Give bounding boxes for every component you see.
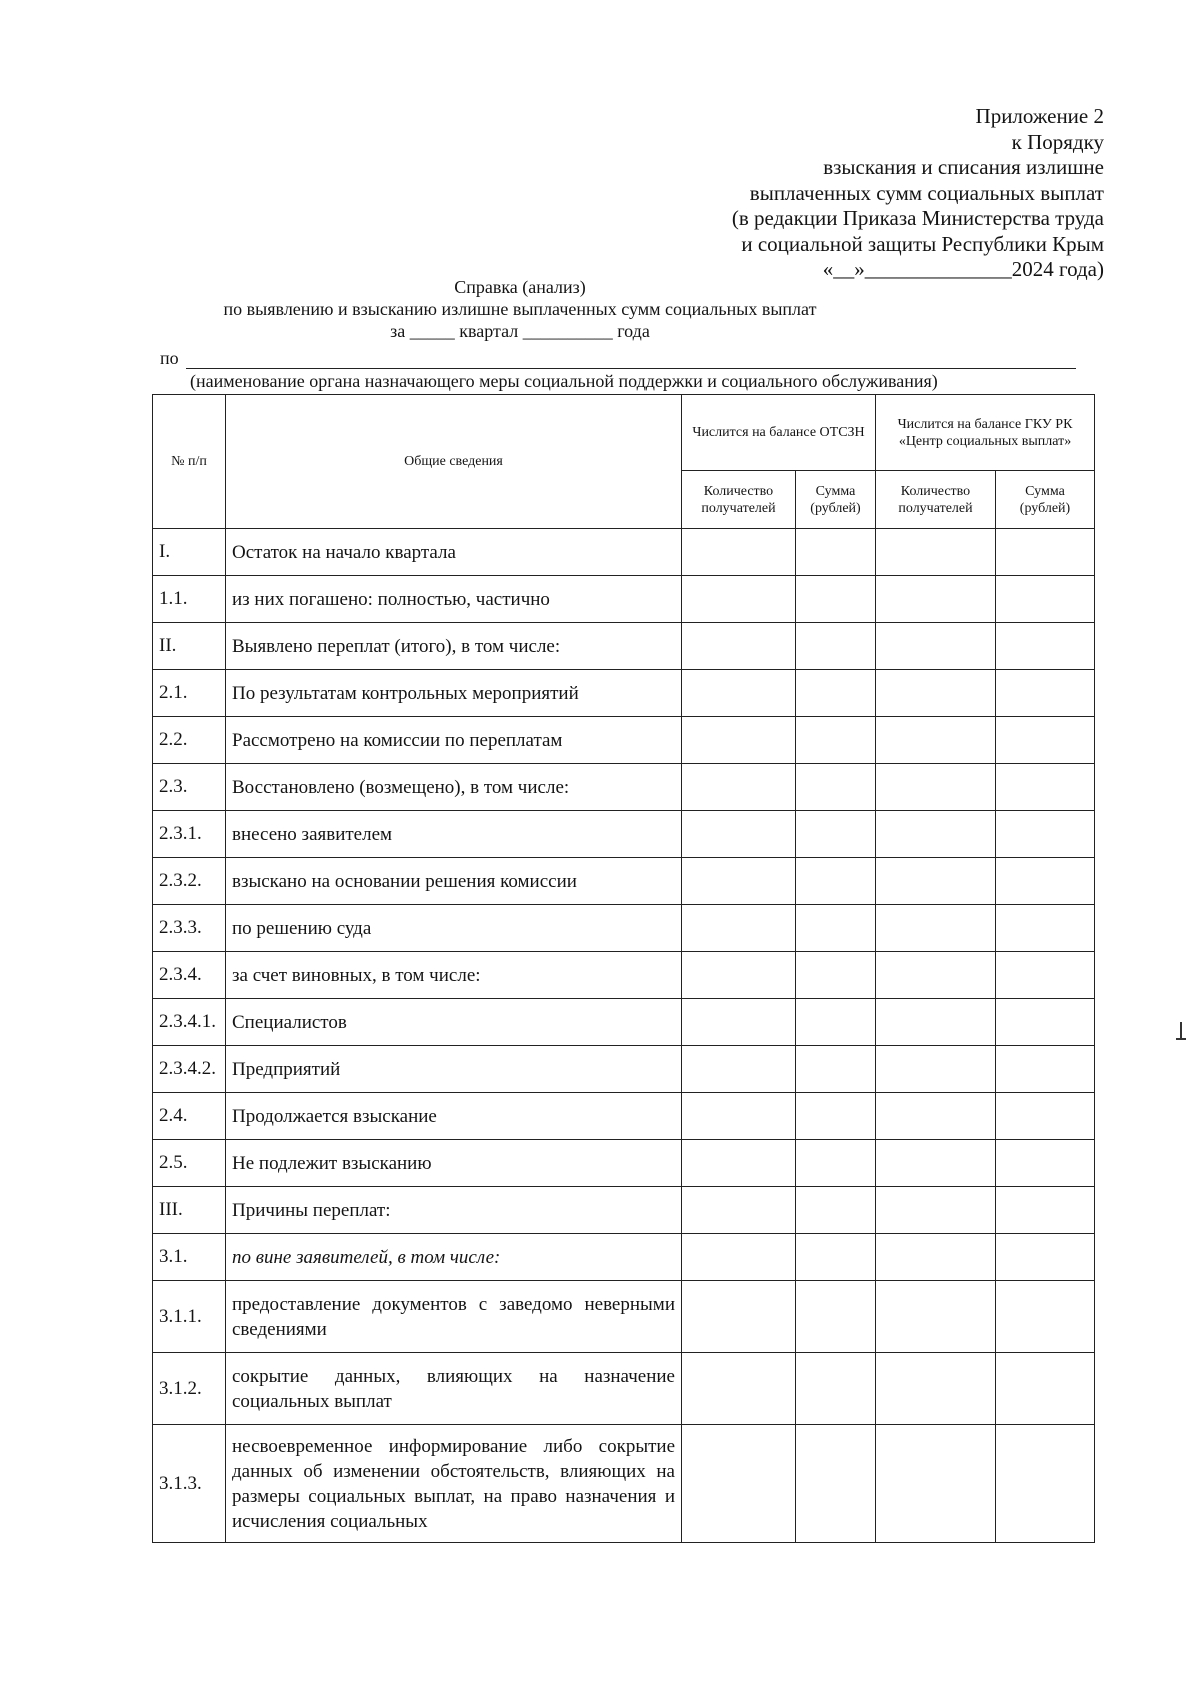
row-text: Предприятий bbox=[226, 1046, 682, 1093]
row-text: Специалистов bbox=[226, 999, 682, 1046]
cell-otszn-count[interactable] bbox=[682, 1425, 796, 1543]
row-num: 2.3.4. bbox=[153, 952, 226, 999]
cell-gku-count[interactable] bbox=[876, 1353, 996, 1425]
cell-otszn-count[interactable] bbox=[682, 1140, 796, 1187]
cell-gku-sum[interactable] bbox=[996, 811, 1095, 858]
cell-otszn-count[interactable] bbox=[682, 529, 796, 576]
cell-otszn-sum[interactable] bbox=[796, 764, 876, 811]
table-row bbox=[153, 811, 1095, 858]
row-text: внесено заявителем bbox=[226, 811, 682, 858]
cell-otszn-count[interactable] bbox=[682, 623, 796, 670]
cell-gku-sum[interactable] bbox=[996, 670, 1095, 717]
cell-gku-sum[interactable] bbox=[996, 1093, 1095, 1140]
cell-gku-count[interactable] bbox=[876, 1140, 996, 1187]
row-num: I. bbox=[153, 529, 226, 576]
row-text: Выявлено переплат (итого), в том числе: bbox=[226, 623, 682, 670]
cell-gku-count[interactable] bbox=[876, 1281, 996, 1353]
row-text: Восстановлено (возмещено), в том числе: bbox=[226, 764, 682, 811]
header-gku: Числится на балансе ГКУ РК «Центр социальных выплат» bbox=[876, 395, 1095, 471]
header-otszn: Числится на балансе ОТСЗН bbox=[682, 395, 876, 471]
cell-otszn-sum[interactable] bbox=[796, 905, 876, 952]
row-text: По результатам контрольных мероприятий bbox=[226, 670, 682, 717]
margin-mark bbox=[1176, 1038, 1186, 1040]
cell-otszn-sum[interactable] bbox=[796, 670, 876, 717]
cell-otszn-count[interactable] bbox=[682, 1093, 796, 1140]
table-row bbox=[153, 1353, 1095, 1425]
cell-otszn-sum[interactable] bbox=[796, 811, 876, 858]
title-line: Справка (анализ) bbox=[454, 277, 586, 297]
cell-otszn-sum[interactable] bbox=[796, 717, 876, 764]
cell-otszn-sum[interactable] bbox=[796, 1281, 876, 1353]
row-num: 3.1.1. bbox=[153, 1281, 226, 1353]
cell-otszn-count[interactable] bbox=[682, 952, 796, 999]
cell-otszn-sum[interactable] bbox=[796, 1425, 876, 1543]
row-num: 2.2. bbox=[153, 717, 226, 764]
cell-gku-count[interactable] bbox=[876, 905, 996, 952]
row-num: 2.3.1. bbox=[153, 811, 226, 858]
org-caption: (наименование органа назначающего меры социальной поддержки и социального обслуживания) bbox=[190, 371, 938, 391]
cell-otszn-sum[interactable] bbox=[796, 576, 876, 623]
cell-gku-count[interactable] bbox=[876, 858, 996, 905]
row-num: 2.1. bbox=[153, 670, 226, 717]
cell-otszn-count[interactable] bbox=[682, 1281, 796, 1353]
cell-gku-count[interactable] bbox=[876, 670, 996, 717]
row-num: III. bbox=[153, 1187, 226, 1234]
cell-gku-sum[interactable] bbox=[996, 623, 1095, 670]
cell-gku-count[interactable] bbox=[876, 999, 996, 1046]
cell-otszn-sum[interactable] bbox=[796, 1353, 876, 1425]
cell-gku-sum[interactable] bbox=[996, 952, 1095, 999]
row-text: Не подлежит взысканию bbox=[226, 1140, 682, 1187]
cell-otszn-count[interactable] bbox=[682, 999, 796, 1046]
annex-line: «__»______________2024 года) bbox=[822, 257, 1104, 281]
header-count: Количество получателей bbox=[876, 471, 996, 529]
cell-gku-sum[interactable] bbox=[996, 905, 1095, 952]
table-row bbox=[153, 576, 1095, 623]
row-num: 3.1. bbox=[153, 1234, 226, 1281]
cell-gku-count[interactable] bbox=[876, 811, 996, 858]
cell-otszn-sum[interactable] bbox=[796, 952, 876, 999]
cell-gku-sum[interactable] bbox=[996, 858, 1095, 905]
table-row bbox=[153, 952, 1095, 999]
row-text: Рассмотрено на комиссии по переплатам bbox=[226, 717, 682, 764]
row-num: 3.1.2. bbox=[153, 1353, 226, 1425]
row-num: 2.3. bbox=[153, 764, 226, 811]
table-row bbox=[153, 623, 1095, 670]
cell-gku-count[interactable] bbox=[876, 576, 996, 623]
row-text: по вине заявителей, в том числе: bbox=[226, 1234, 682, 1281]
row-text: предоставление документов с заведомо неверными сведениями bbox=[226, 1281, 682, 1353]
table-row bbox=[153, 1046, 1095, 1093]
row-text: Причины переплат: bbox=[226, 1187, 682, 1234]
cell-gku-count[interactable] bbox=[876, 1234, 996, 1281]
annex-header bbox=[732, 104, 1104, 283]
row-text: Продолжается взыскание bbox=[226, 1093, 682, 1140]
header-count: Количество получателей bbox=[682, 471, 796, 529]
title-line: за _____ квартал __________ года bbox=[390, 321, 650, 341]
cell-gku-count[interactable] bbox=[876, 952, 996, 999]
row-text: за счет виновных, в том числе: bbox=[226, 952, 682, 999]
cell-otszn-sum[interactable] bbox=[796, 1093, 876, 1140]
document-title bbox=[150, 276, 890, 342]
row-num: 2.4. bbox=[153, 1093, 226, 1140]
cell-gku-sum[interactable] bbox=[996, 1234, 1095, 1281]
cell-gku-sum[interactable] bbox=[996, 764, 1095, 811]
annex-line: (в редакции Приказа Министерства труда bbox=[731, 206, 1104, 230]
table-row bbox=[153, 670, 1095, 717]
annex-line: выплаченных сумм социальных выплат bbox=[749, 180, 1104, 205]
row-num: 1.1. bbox=[153, 576, 226, 623]
cell-otszn-count[interactable] bbox=[682, 811, 796, 858]
cell-gku-count[interactable] bbox=[876, 1187, 996, 1234]
table-row bbox=[153, 764, 1095, 811]
table-row bbox=[153, 1234, 1095, 1281]
header-sum: Сумма (рублей) bbox=[996, 471, 1095, 529]
cell-otszn-sum[interactable] bbox=[796, 1234, 876, 1281]
cell-gku-count[interactable] bbox=[876, 1046, 996, 1093]
annex-line: Приложение 2 bbox=[975, 104, 1104, 128]
report-table bbox=[152, 394, 1095, 1543]
cell-otszn-sum[interactable] bbox=[796, 999, 876, 1046]
cell-otszn-count[interactable] bbox=[682, 764, 796, 811]
org-prefix: по bbox=[160, 348, 179, 368]
table-row bbox=[153, 858, 1095, 905]
table-row bbox=[153, 1140, 1095, 1187]
table-row bbox=[153, 1093, 1095, 1140]
row-text: по решению суда bbox=[226, 905, 682, 952]
row-num: 2.3.2. bbox=[153, 858, 226, 905]
row-num: 2.3.4.2. bbox=[153, 1046, 226, 1093]
cell-gku-count[interactable] bbox=[876, 717, 996, 764]
cell-gku-sum[interactable] bbox=[996, 717, 1095, 764]
cell-gku-sum[interactable] bbox=[996, 576, 1095, 623]
cell-gku-count[interactable] bbox=[876, 529, 996, 576]
annex-line: взыскания и списания излишне bbox=[823, 155, 1104, 179]
row-num: 2.3.3. bbox=[153, 905, 226, 952]
org-name-field[interactable] bbox=[186, 368, 1076, 369]
table-row bbox=[153, 529, 1095, 576]
table-row bbox=[153, 1187, 1095, 1234]
table-row bbox=[153, 905, 1095, 952]
row-text: взыскано на основании решения комиссии bbox=[226, 858, 682, 905]
row-text: сокрытие данных, влияющих на назначение социальных выплат bbox=[226, 1353, 682, 1425]
table-row bbox=[153, 717, 1095, 764]
cell-otszn-count[interactable] bbox=[682, 905, 796, 952]
cell-gku-count[interactable] bbox=[876, 1425, 996, 1543]
cell-otszn-sum[interactable] bbox=[796, 529, 876, 576]
cell-otszn-count[interactable] bbox=[682, 670, 796, 717]
cell-otszn-count[interactable] bbox=[682, 576, 796, 623]
cell-otszn-count[interactable] bbox=[682, 858, 796, 905]
cell-otszn-count[interactable] bbox=[682, 1353, 796, 1425]
row-text: несвоевременное информирование либо сокрытие данных об изменении обстоятельств, влияющих на размеры социальных выплат, на право назначения и исчисления социальных bbox=[226, 1425, 682, 1543]
table-row bbox=[153, 1281, 1095, 1353]
table-row bbox=[153, 999, 1095, 1046]
cell-gku-sum[interactable] bbox=[996, 999, 1095, 1046]
cell-gku-sum[interactable] bbox=[996, 1187, 1095, 1234]
table-row bbox=[153, 1425, 1095, 1543]
cell-otszn-sum[interactable] bbox=[796, 1140, 876, 1187]
cell-otszn-sum[interactable] bbox=[796, 858, 876, 905]
cell-otszn-count[interactable] bbox=[682, 1046, 796, 1093]
cell-otszn-count[interactable] bbox=[682, 1234, 796, 1281]
cell-otszn-count[interactable] bbox=[682, 1187, 796, 1234]
row-num: 3.1.3. bbox=[153, 1425, 226, 1543]
cell-gku-sum[interactable] bbox=[996, 529, 1095, 576]
cell-gku-count[interactable] bbox=[876, 1093, 996, 1140]
row-text: из них погашено: полностью, частично bbox=[226, 576, 682, 623]
cell-gku-count[interactable] bbox=[876, 623, 996, 670]
cell-otszn-sum[interactable] bbox=[796, 1046, 876, 1093]
header-general: Общие сведения bbox=[226, 395, 682, 529]
cell-gku-sum[interactable] bbox=[996, 1046, 1095, 1093]
row-num: 2.5. bbox=[153, 1140, 226, 1187]
annex-line: к Порядку bbox=[1011, 129, 1104, 154]
cell-gku-sum[interactable] bbox=[996, 1425, 1095, 1543]
cell-otszn-sum[interactable] bbox=[796, 623, 876, 670]
cell-otszn-sum[interactable] bbox=[796, 1187, 876, 1234]
cell-gku-sum[interactable] bbox=[996, 1353, 1095, 1425]
header-num: № п/п bbox=[153, 395, 226, 529]
header-sum: Сумма (рублей) bbox=[796, 471, 876, 529]
cell-gku-sum[interactable] bbox=[996, 1140, 1095, 1187]
cell-gku-count[interactable] bbox=[876, 764, 996, 811]
row-text: Остаток на начало квартала bbox=[226, 529, 682, 576]
cell-gku-sum[interactable] bbox=[996, 1281, 1095, 1353]
title-line: по выявлению и взысканию излишне выплаченных сумм социальных выплат bbox=[223, 299, 817, 319]
cell-otszn-count[interactable] bbox=[682, 717, 796, 764]
row-num: II. bbox=[153, 623, 226, 670]
annex-line: и социальной защиты Республики Крым bbox=[741, 231, 1104, 256]
row-num: 2.3.4.1. bbox=[153, 999, 226, 1046]
